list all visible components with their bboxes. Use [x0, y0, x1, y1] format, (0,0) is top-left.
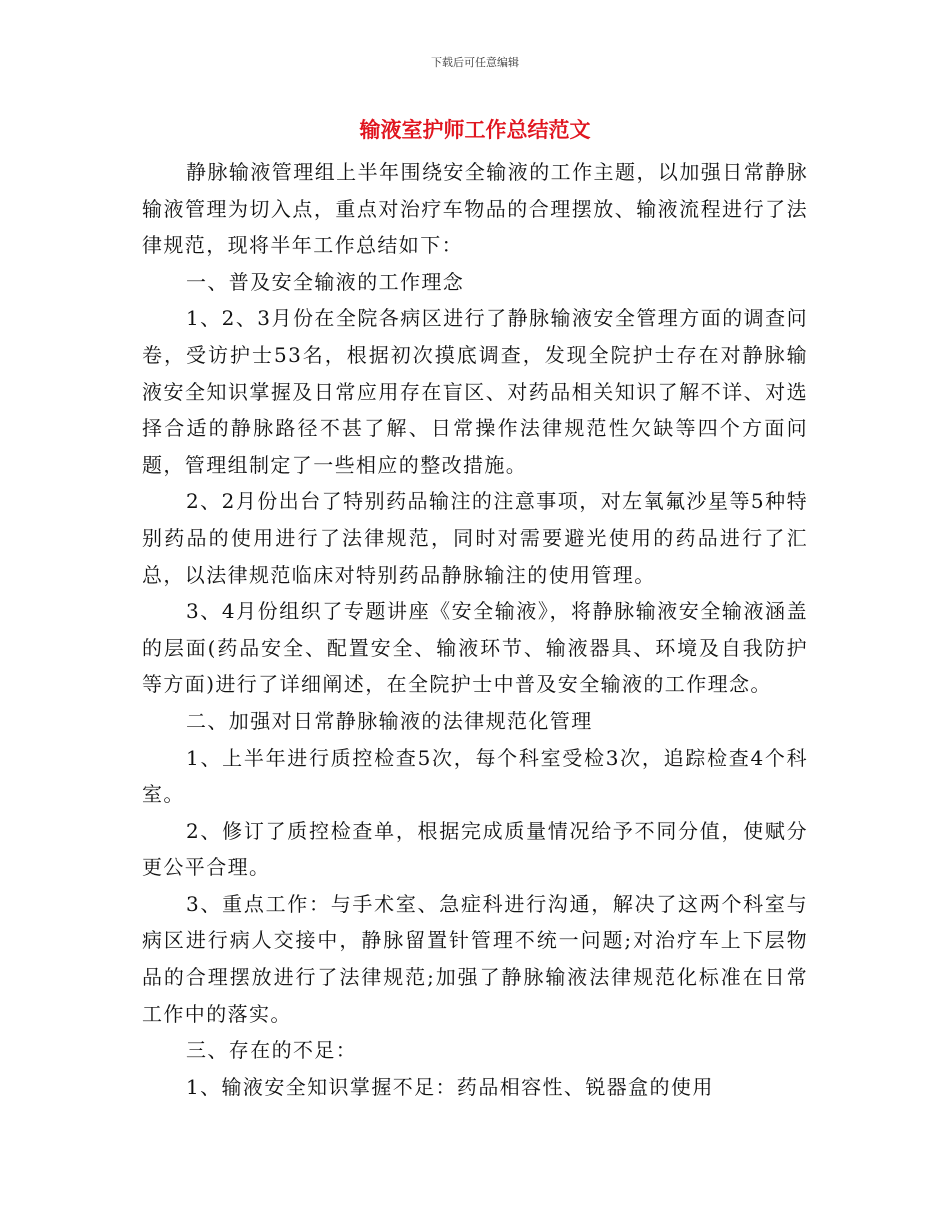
paragraph-intro: 静脉输液管理组上半年围绕安全输液的工作主题，以加强日常静脉输液管理为切入点，重点对治疗车物品的合理摆放、输液流程进行了法律规范，现将半年工作总结如下： [142, 160, 808, 258]
paragraph: 3、重点工作：与手术室、急症科进行沟通，解决了这两个科室与病区进行病人交接中，静脉留置针管理不统一问题;对治疗车上下层物品的合理摆放进行了法律规范;加强了静脉输液法律规范化标准在日常工作中的落实。 [142, 891, 808, 1026]
paragraph: 2、2月份出台了特别药品输注的注意事项，对左氧氟沙星等5种特别药品的使用进行了法律规范，同时对需要避光使用的药品进行了汇总，以法律规范临床对特别药品静脉输注的使用管理。 [142, 489, 808, 587]
header-note: 下载后可任意编辑 [431, 56, 519, 69]
section-heading-2: 二、加强对日常静脉输液的法律规范化管理 [186, 708, 593, 733]
paragraph: 2、修订了质控检查单，根据完成质量情况给予不同分值，使赋分更公平合理。 [142, 818, 808, 880]
paragraph: 3、4月份组织了专题讲座《安全输液》，将静脉输液安全输液涵盖的层面(药品安全、配置安全、输液环节、输液器具、环境及自我防护等方面)进行了详细阐述，在全院护士中普及安全输液的工作理念。 [142, 599, 808, 697]
paragraph: 1、上半年进行质控检查5次，每个科室受检3次，追踪检查4个科室。 [142, 745, 808, 807]
section-heading-3: 三、存在的不足： [186, 1038, 358, 1063]
section-heading-1: 一、普及安全输液的工作理念 [186, 269, 465, 294]
document-body [142, 154, 808, 1105]
paragraph: 1、2、3月份在全院各病区进行了静脉输液安全管理方面的调查问卷，受访护士53名，根据初次摸底调查，发现全院护士存在对静脉输液安全知识掌握及日常应用存在盲区、对药品相关知识了解不详、对选择合适的静脉路径不甚了解、日常操作法律规范性欠缺等四个方面问题，管理组制定了一些相应的整改措施。 [142, 306, 808, 477]
document-title: 输液室护师工作总结范文 [359, 118, 591, 142]
paragraph: 1、输液安全知识掌握不足：药品相容性、锐器盒的使用 [186, 1074, 714, 1099]
